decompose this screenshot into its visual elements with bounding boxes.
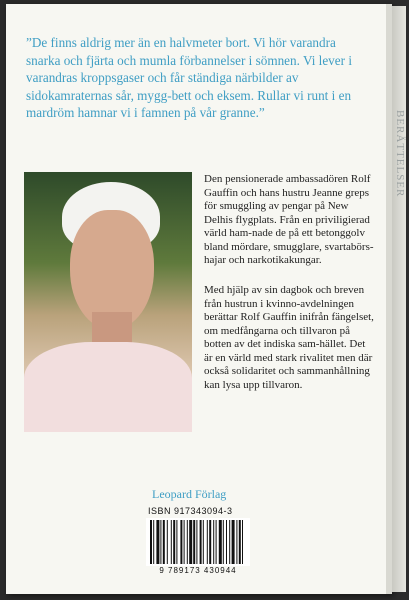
author-portrait: [24, 172, 192, 432]
barcode-bar: [232, 520, 235, 564]
barcode-bar: [223, 520, 224, 564]
barcode-bar: [226, 520, 227, 564]
barcode-bar: [187, 520, 188, 564]
barcode-bar: [203, 520, 204, 564]
barcode-bar: [213, 520, 214, 564]
barcode-bar: [242, 520, 243, 564]
barcode-bar: [180, 520, 182, 564]
barcode-bar: [216, 520, 217, 564]
barcode-bar: [171, 520, 172, 564]
barcode: [146, 518, 250, 566]
portrait-shirt: [24, 342, 192, 432]
barcode-bar: [229, 520, 230, 564]
spine-text: BERÄTTELSER: [394, 110, 406, 198]
barcode-bar: [193, 520, 195, 564]
barcode-bars: [146, 518, 250, 566]
barcode-bar: [153, 520, 154, 564]
barcode-bar: [209, 520, 211, 564]
barcode-bar: [196, 520, 197, 564]
barcode-bar: [173, 520, 175, 564]
barcode-bar: [219, 520, 222, 564]
barcode-bar: [236, 520, 237, 564]
blurb-paragraph-1: Den pensionerade ambassadören Rolf Gauffin och hans hustru Jeanne greps för smuggling av pengar på New Delhis flygplats. Från en priviligierad värld ham-nade de på ett betonggolv bland mördare, smugglare, svartabörs-hajar och narkotikakungar.: [204, 173, 374, 266]
barcode-bar: [176, 520, 177, 564]
barcode-bar: [150, 520, 152, 564]
barcode-bar: [207, 520, 208, 564]
barcode-bar: [160, 520, 161, 564]
barcode-bar: [156, 520, 159, 564]
barcode-bar: [163, 520, 165, 564]
barcode-bar: [184, 520, 185, 564]
barcode-bar: [189, 520, 192, 564]
barcode-number: 9 789173 430944: [159, 566, 237, 575]
barcode-bar: [167, 520, 168, 564]
publisher-name: Leopard Förlag: [152, 487, 227, 501]
blurb-paragraph-2: Med hjälp av sin dagbok och breven från hustrun i kvinno-avdelningen berättar Rolf Gauffin inifrån fängelset, om medfångarna och tillvaron på botten av det indiska sam-hället. Det är en värld med stark rivalitet men där också solidaritet och sammanhållning kan lysa upp tillvaron.: [204, 284, 374, 391]
isbn-label: ISBN 917343094-3: [148, 506, 233, 516]
book-spine: [392, 6, 406, 592]
cover-quote: ”De finns aldrig mer än en halvmeter bort. Vi hör varandra snarka och fjärta och mumla förbannelser i sömnen. Vi lever i varandras kroppsgaser och får ständiga närbilder av sidokamraternas sår, mygg-bett och eksem. Rullar vi runt i en mardröm hamnar vi i famnen på vår granne.”: [26, 35, 352, 120]
barcode-bar: [200, 520, 202, 564]
barcode-bar: [239, 520, 241, 564]
